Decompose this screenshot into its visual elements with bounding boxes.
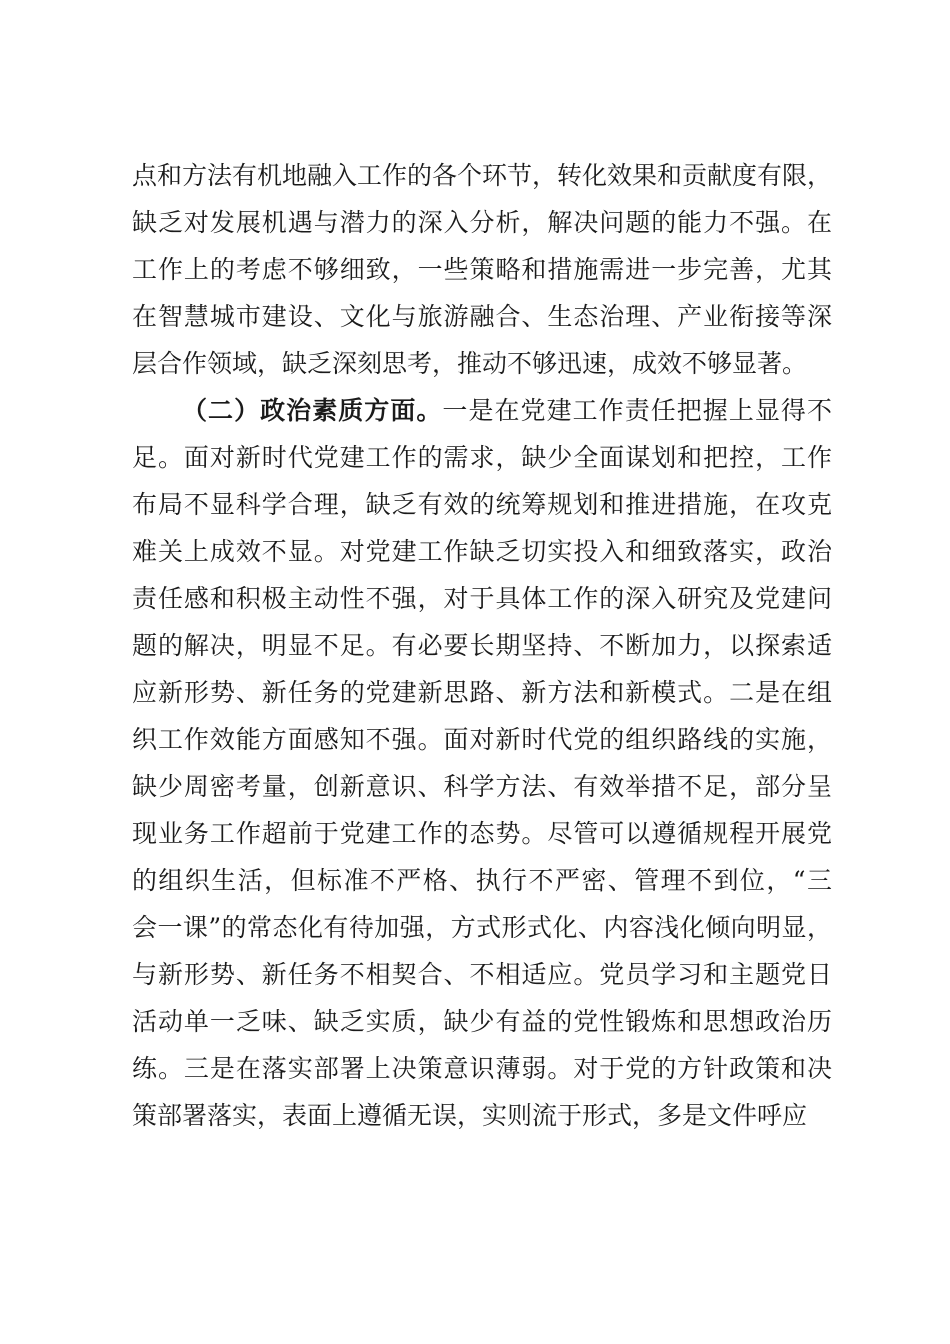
text-line: 缺乏对发展机遇与潜力的深入分析，解决问题的能力不强。在 bbox=[132, 208, 832, 237]
text-line: 在智慧城市建设、文化与旅游融合、生态治理、产业衔接等深 bbox=[132, 302, 832, 331]
text-line: 织工作效能方面感知不强。面对新时代党的组织路线的实施， bbox=[132, 725, 832, 754]
section-heading-line bbox=[132, 387, 832, 434]
text-line: 活动单一乏味、缺乏实质，缺少有益的党性锻炼和思想政治历 bbox=[132, 1007, 832, 1036]
text-line: 布局不显科学合理，缺乏有效的统筹规划和推进措施，在攻克 bbox=[132, 490, 832, 519]
text-line: 练。三是在落实部署上决策意识薄弱。对于党的方针政策和决 bbox=[132, 1054, 832, 1083]
body-text bbox=[132, 152, 832, 1139]
section-heading: （二）政治素质方面。 bbox=[182, 396, 443, 425]
text-line: 责任感和积极主动性不强，对于具体工作的深入研究及党建问 bbox=[132, 584, 832, 613]
text-span: 一是在党建工作责任把握上显得不 bbox=[442, 396, 832, 425]
text-line: 应新形势、新任务的党建新思路、新方法和新模式。二是在组 bbox=[132, 678, 832, 707]
text-line: 现业务工作超前于党建工作的态势。尽管可以遵循规程开展党 bbox=[132, 819, 832, 848]
text-line: 层合作领域，缺乏深刻思考，推动不够迅速，成效不够显著。 bbox=[132, 349, 808, 378]
text-line: 难关上成效不显。对党建工作缺乏切实投入和细致落实，政治 bbox=[132, 537, 832, 566]
text-line: 与新形势、新任务不相契合、不相适应。党员学习和主题党日 bbox=[132, 960, 832, 989]
text-line: 点和方法有机地融入工作的各个环节，转化效果和贡献度有限， bbox=[132, 161, 832, 190]
text-line: 会一课”的常态化有待加强，方式形式化、内容浅化倾向明显， bbox=[132, 913, 832, 942]
text-line: 的组织生活，但标准不严格、执行不严密、管理不到位，“三 bbox=[132, 866, 832, 895]
text-line: 工作上的考虑不够细致，一些策略和措施需进一步完善，尤其 bbox=[132, 255, 832, 284]
text-line: 缺少周密考量，创新意识、科学方法、有效举措不足，部分呈 bbox=[132, 772, 832, 801]
text-line: 题的解决，明显不足。有必要长期坚持、不断加力，以探索适 bbox=[132, 631, 832, 660]
text-line: 策部署落实，表面上遵循无误，实则流于形式，多是文件呼应 bbox=[132, 1101, 808, 1130]
text-line: 足。面对新时代党建工作的需求，缺少全面谋划和把控，工作 bbox=[132, 443, 832, 472]
